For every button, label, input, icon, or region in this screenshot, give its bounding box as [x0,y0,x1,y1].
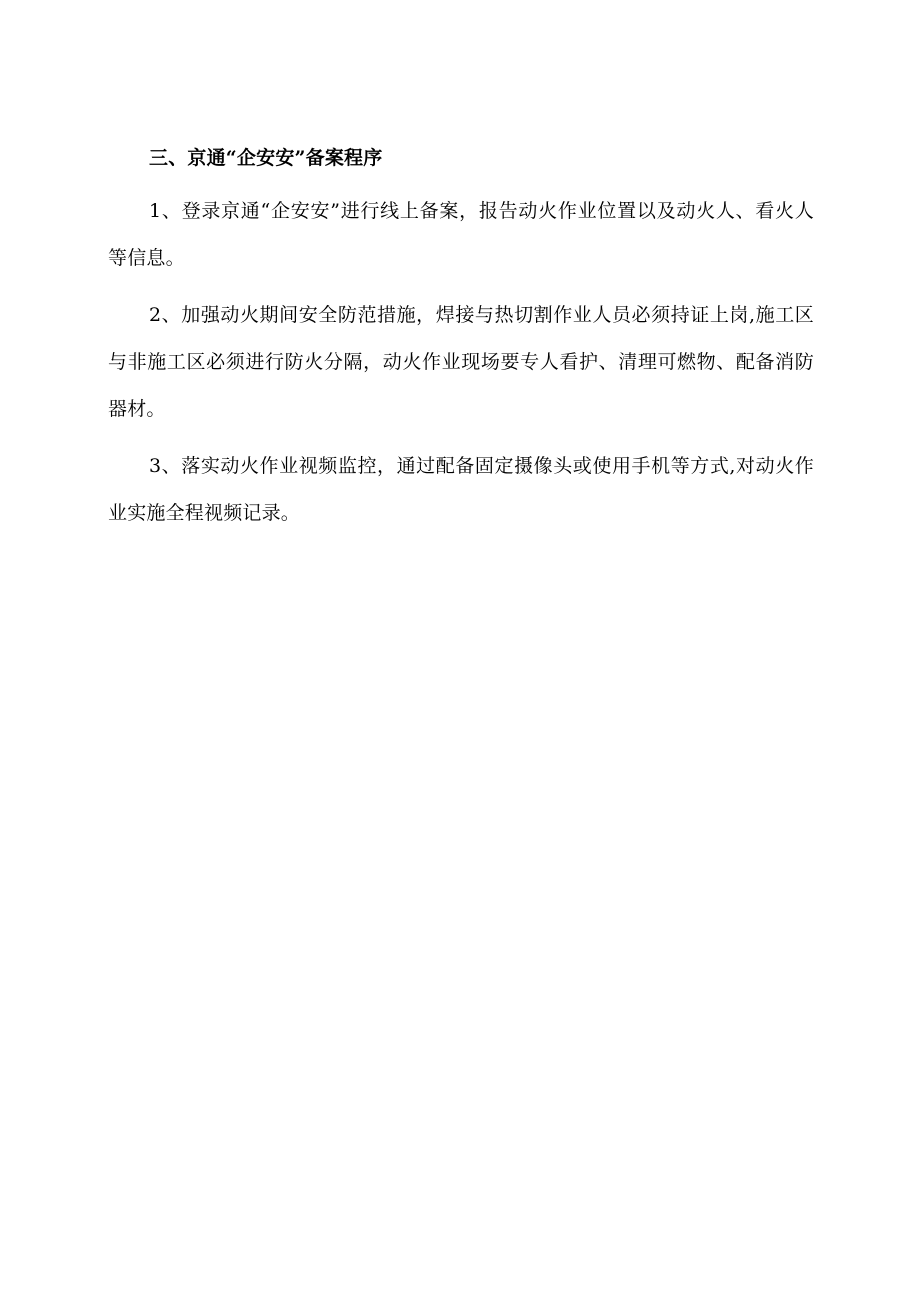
paragraph-3: 3、落实动火作业视频监控，通过配备固定摄像头或使用手机等方式,对动火作业实施全程视频记录。 [108,455,814,524]
document-body [108,138,814,537]
section-heading: 三、京通“企安安”备案程序 [149,147,383,169]
paragraph-1: 1、登录京通“企安安”进行线上备案，报告动火作业位置以及动火人、看火人等信息。 [108,200,814,269]
paragraph-2: 2、加强动火期间安全防范措施，焊接与热切割作业人员必须持证上岗,施工区与非施工区必须进行防火分隔，动火作业现场要专人看护、清理可燃物、配备消防器材。 [108,304,814,420]
